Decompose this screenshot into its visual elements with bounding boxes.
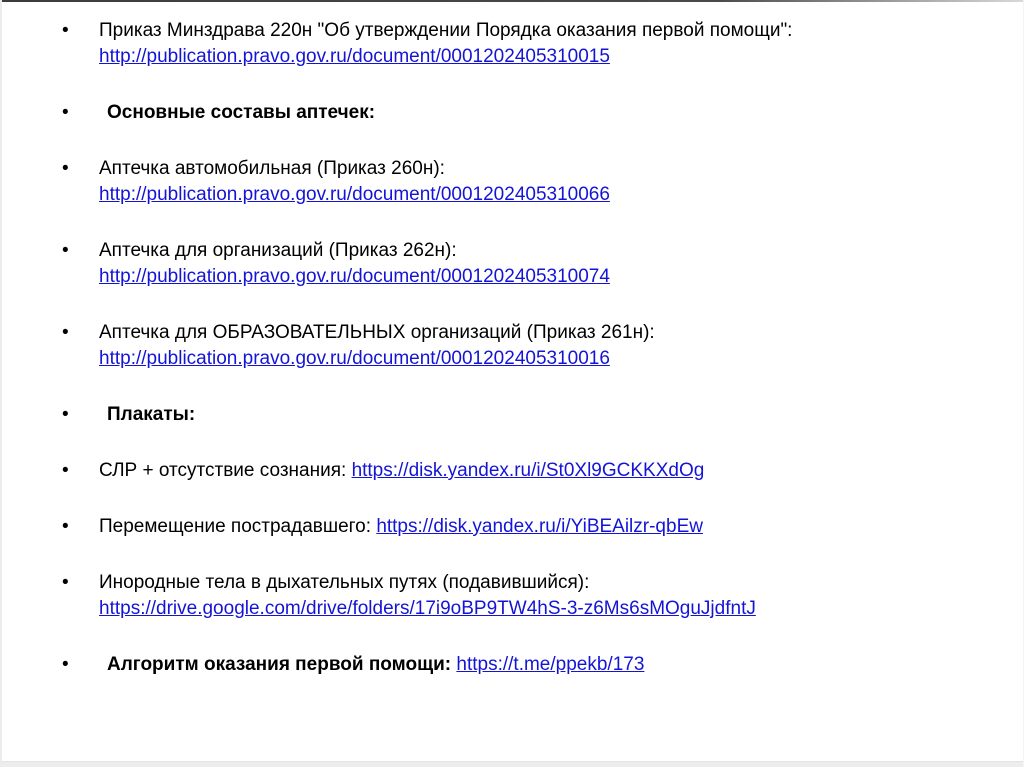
- list-item-car-kit: [2, 156, 983, 208]
- slide-top-edge: [2, 0, 1023, 2]
- bullet-icon: •: [62, 158, 69, 179]
- list-item-order-220n: [2, 18, 983, 70]
- bullet-icon: •: [62, 322, 69, 343]
- item-link[interactable]: https://disk.yandex.ru/i/YiBEAilzr-qbEw: [376, 516, 703, 537]
- bullet-icon: •: [62, 404, 69, 425]
- list-item-first-aid-algorithm: [2, 652, 983, 678]
- list-item-moving-victim: [2, 514, 983, 540]
- bullet-icon: •: [62, 102, 69, 123]
- bullet-icon: •: [62, 460, 69, 481]
- item-link[interactable]: https://t.me/ppekb/173: [456, 654, 645, 675]
- item-text: Инородные тела в дыхательных путях (подавившийся):: [99, 572, 590, 593]
- item-text: Аптечка для ОБРАЗОВАТЕЛЬНЫХ организаций (Приказ 261н):: [99, 322, 655, 343]
- bullet-icon: •: [62, 516, 69, 537]
- bullet-icon: •: [62, 654, 69, 675]
- list-item-edu-kit: [2, 320, 983, 372]
- bullet-icon: •: [62, 240, 69, 261]
- item-text: Перемещение пострадавшего:: [99, 516, 372, 537]
- bullet-list: [2, 0, 1023, 678]
- bullet-icon: •: [62, 20, 69, 41]
- item-link[interactable]: http://publication.pravo.gov.ru/document/0001202405310066: [99, 184, 610, 205]
- item-text: СЛР + отсутствие сознания:: [99, 460, 347, 481]
- item-text: Аптечка для организаций (Приказ 262н):: [99, 240, 457, 261]
- item-text: Аптечка автомобильная (Приказ 260н):: [99, 158, 445, 179]
- item-text: Основные составы аптечек:: [107, 102, 376, 123]
- item-link[interactable]: https://disk.yandex.ru/i/St0Xl9GCKKXdOg: [351, 460, 705, 481]
- list-item-cpr: [2, 458, 983, 484]
- list-item-org-kit: [2, 238, 983, 290]
- slide-bottom-edge: [2, 761, 1023, 767]
- item-link[interactable]: https://drive.google.com/drive/folders/17i9oBP9TW4hS-3-z6Ms6sMOguJjdfntJ: [99, 598, 756, 619]
- list-item-kit-contents-heading: [2, 100, 983, 126]
- item-link[interactable]: http://publication.pravo.gov.ru/document/0001202405310015: [99, 46, 610, 67]
- list-item-posters-heading: [2, 402, 983, 428]
- item-text: Приказ Минздрава 220н "Об утверждении Порядка оказания первой помощи":: [99, 20, 793, 41]
- item-text: Алгоритм оказания первой помощи:: [107, 654, 452, 675]
- list-item-choking: [2, 570, 983, 622]
- item-link[interactable]: http://publication.pravo.gov.ru/document/0001202405310074: [99, 266, 610, 287]
- item-link[interactable]: http://publication.pravo.gov.ru/document/0001202405310016: [99, 348, 610, 369]
- item-text: Плакаты:: [107, 404, 196, 425]
- bullet-icon: •: [62, 572, 69, 593]
